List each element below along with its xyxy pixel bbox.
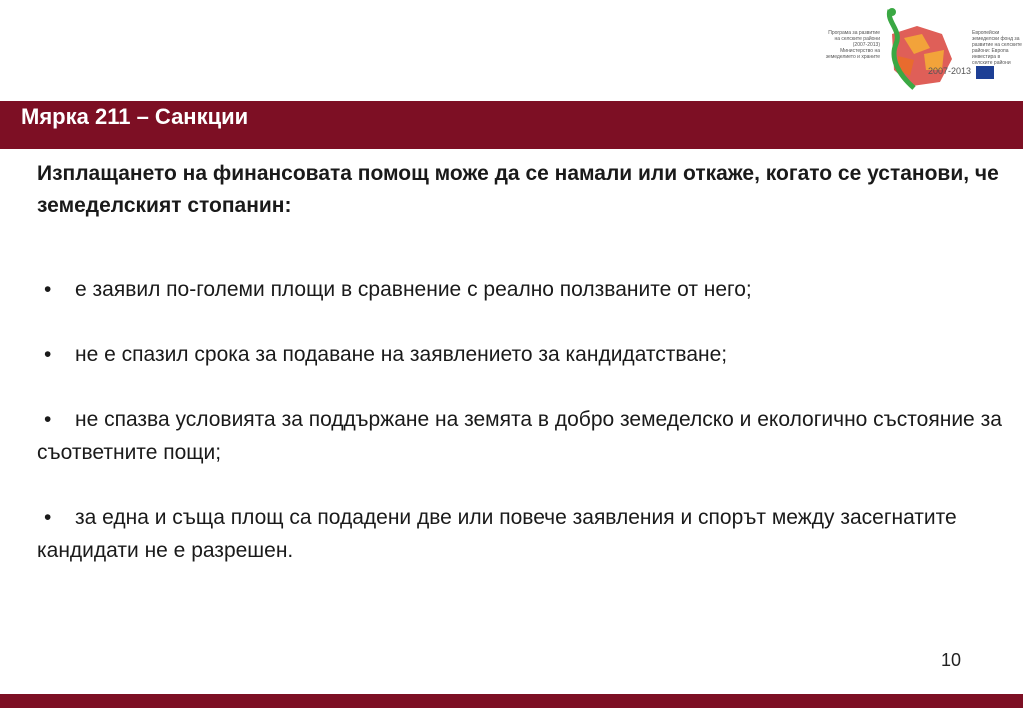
- bullet-text: не спазва условията за поддържане на земята в добро земеделско и екологично състояние за съответните пощи;: [37, 408, 1002, 464]
- program-logo: [822, 4, 1022, 96]
- slide-title: Мярка 211 – Санкции: [21, 104, 249, 129]
- bullet-text: не е спазил срока за подаване на заявлението за кандидатстване;: [75, 343, 728, 366]
- bullet-icon: •: [44, 506, 52, 529]
- list-item: [37, 403, 1012, 469]
- bullet-icon: •: [44, 408, 52, 431]
- logo-eu-text: Европейски земеделски фонд за развитие на селските райони: Европа инвестира в селските райони: [972, 30, 1022, 66]
- eu-flag-icon: [976, 66, 994, 79]
- bullet-text: за една и съща площ са подадени две или повече заявления и спорът между засегнатите кандидати не е разрешен.: [37, 506, 957, 562]
- intro-text: Изплащането на финансовата помощ може да се намали или откаже, когато се установи, че земеделският стопанин:: [37, 162, 999, 217]
- bullet-icon: •: [44, 278, 52, 301]
- footer-bar: [0, 694, 1023, 708]
- logo-program-text: Програма за развитие на селските райони (2007-2013) Министерство на земеделието и храните: [825, 30, 880, 60]
- bullet-icon: •: [44, 343, 52, 366]
- logo-years: 2007-2013: [928, 66, 972, 76]
- list-item: [37, 501, 1012, 567]
- bullet-list: [37, 273, 1012, 599]
- list-item: [37, 273, 1012, 306]
- list-item: [37, 338, 1012, 371]
- bullet-text: е заявил по-големи площи в сравнение с реално ползваните от него;: [75, 278, 752, 301]
- page-number: 10: [941, 650, 962, 670]
